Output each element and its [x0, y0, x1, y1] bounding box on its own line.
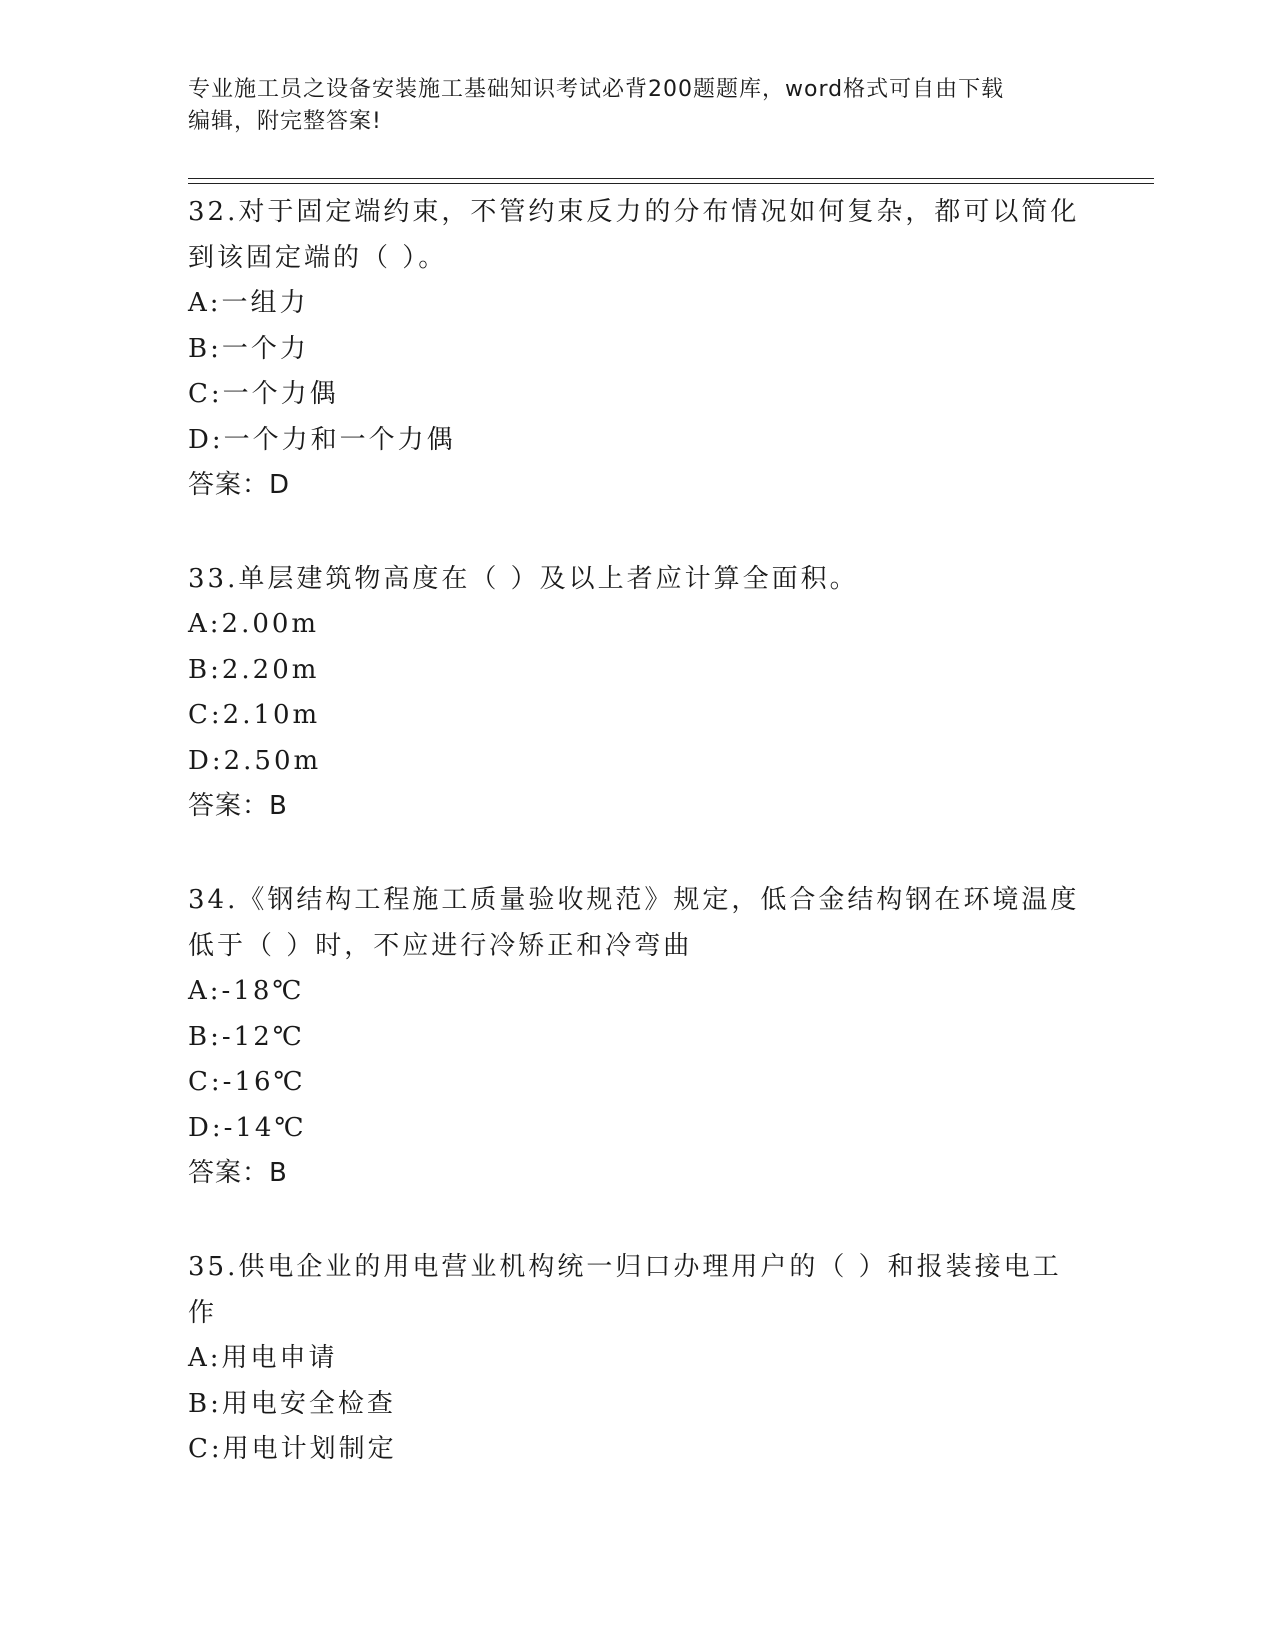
question-stem-line: 低于（ ）时，不应进行冷矫正和冷弯曲	[188, 931, 693, 961]
question-spacer	[188, 829, 1088, 874]
option-d: D:一个力和一个力偶	[188, 424, 456, 455]
option-d: D:2.50m	[188, 745, 322, 776]
question-spacer	[188, 1196, 1088, 1241]
question-stem-line: 33.单层建筑物高度在（ ）及以上者应计算全面积。	[188, 564, 859, 594]
answer-line: 答案：D	[188, 470, 291, 500]
question-35	[188, 1241, 1088, 1473]
option-b: B:用电安全检查	[188, 1388, 396, 1419]
header-rule-top	[188, 178, 1154, 179]
option-a: A:-18℃	[188, 976, 305, 1006]
option-c: C:一个力偶	[188, 379, 339, 409]
option-b: B:-12℃	[188, 1021, 305, 1052]
question-32	[188, 186, 1088, 508]
option-b: B:2.20m	[188, 654, 320, 685]
question-33	[188, 553, 1088, 829]
option-c: C:-16℃	[188, 1067, 306, 1097]
question-stem-line: 到该固定端的（ ）。	[188, 243, 448, 273]
option-c: C:2.10m	[188, 700, 321, 730]
question-stem-line: 35.供电企业的用电营业机构统一归口办理用户的（ ）和报装接电工	[188, 1252, 1062, 1282]
question-stem-line: 作	[188, 1298, 218, 1328]
answer-line: 答案：B	[188, 791, 288, 821]
document-header	[188, 74, 1078, 138]
question-stem-line: 34.《钢结构工程施工质量验收规范》规定，低合金结构钢在环境温度	[188, 885, 1080, 915]
option-a: A:2.00m	[188, 609, 320, 639]
question-34	[188, 874, 1088, 1196]
option-a: A:用电申请	[188, 1343, 338, 1373]
option-c: C:用电计划制定	[188, 1434, 397, 1464]
header-line-1: 专业施工员之设备安装施工基础知识考试必背200题题库，word格式可自由下载	[188, 77, 1005, 102]
answer-line: 答案：B	[188, 1158, 288, 1188]
question-spacer	[188, 508, 1088, 553]
question-list	[188, 186, 1088, 1473]
option-d: D:-14℃	[188, 1112, 307, 1143]
question-stem-line: 32.对于固定端约束，不管约束反力的分布情况如何复杂，都可以简化	[188, 197, 1080, 227]
header-rule-bottom	[188, 183, 1154, 184]
option-b: B:一个力	[188, 333, 309, 364]
option-a: A:一组力	[188, 288, 309, 318]
header-line-2: 编辑，附完整答案!	[188, 109, 382, 134]
